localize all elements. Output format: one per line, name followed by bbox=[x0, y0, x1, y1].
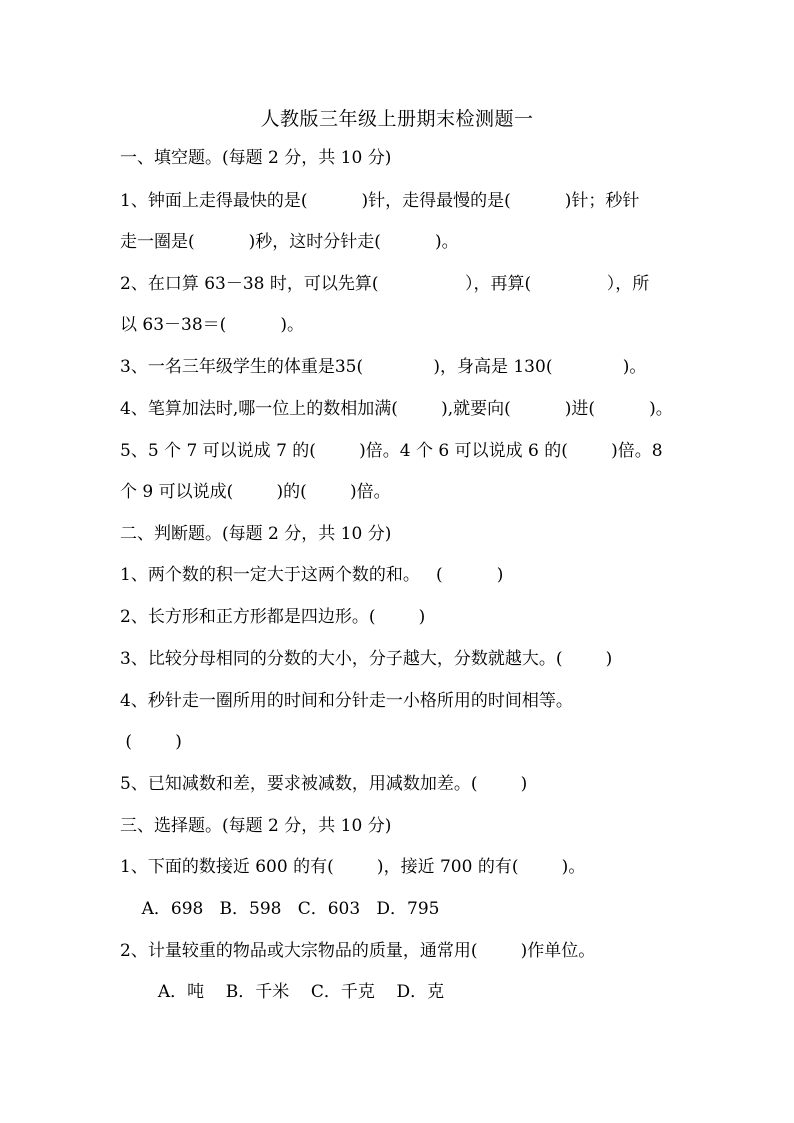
question-line: 以 63－38＝( )。 bbox=[120, 315, 304, 335]
question-line: 个 9 可以说成( )的( )倍。 bbox=[120, 482, 391, 502]
question-line: 走一圈是( )秒，这时分针走( )。 bbox=[120, 232, 459, 252]
question-line: 4、笔算加法时,哪一位上的数相加满( ),就要向( )进( )。 bbox=[120, 399, 673, 419]
answer-options: A．吨 B．千米 C．千克 D．克 bbox=[120, 982, 445, 1002]
page-title: 人教版三年级上册期末检测题一 bbox=[260, 108, 534, 130]
question-line: 3、一名三年级学生的体重是35( )，身高是 130( )。 bbox=[120, 357, 647, 377]
section-heading-true-false: 二、判断题。(每题 2 分，共 10 分) bbox=[120, 524, 392, 544]
question-line: 2、计量较重的物品或大宗物品的质量，通常用( )作单位。 bbox=[120, 941, 596, 961]
question-line: 1、下面的数接近 600 的有( )，接近 700 的有( )。 bbox=[120, 857, 586, 877]
question-line: ( ) bbox=[120, 732, 182, 752]
section-heading-multiple-choice: 三、选择题。(每题 2 分，共 10 分) bbox=[120, 816, 392, 836]
question-line: 2、在口算 63－38 时，可以先算( ），再算( ），所 bbox=[120, 274, 650, 294]
question-line: 1、两个数的积一定大于这两个数的和。 ( ) bbox=[120, 565, 504, 585]
question-line: 4、秒针走一圈所用的时间和分针走一小格所用的时间相等。 bbox=[120, 691, 573, 711]
section-heading-fill-blank: 一、填空题。(每题 2 分，共 10 分) bbox=[120, 148, 392, 168]
question-line: 5、5 个 7 可以说成 7 的( )倍。4 个 6 可以说成 6 的( )倍。8 bbox=[120, 441, 663, 461]
question-line: 3、比较分母相同的分数的大小，分子越大，分数就越大。( ) bbox=[120, 649, 613, 669]
question-line: 5、已知减数和差，要求被减数，用减数加差。( ) bbox=[120, 774, 528, 794]
question-line: 2、长方形和正方形都是四边形。( ) bbox=[120, 607, 426, 627]
answer-options: A．698 B．598 C．603 D．795 bbox=[120, 899, 440, 919]
question-line: 1、钟面上走得最快的是( )针，走得最慢的是( )针；秒针 bbox=[120, 191, 640, 211]
